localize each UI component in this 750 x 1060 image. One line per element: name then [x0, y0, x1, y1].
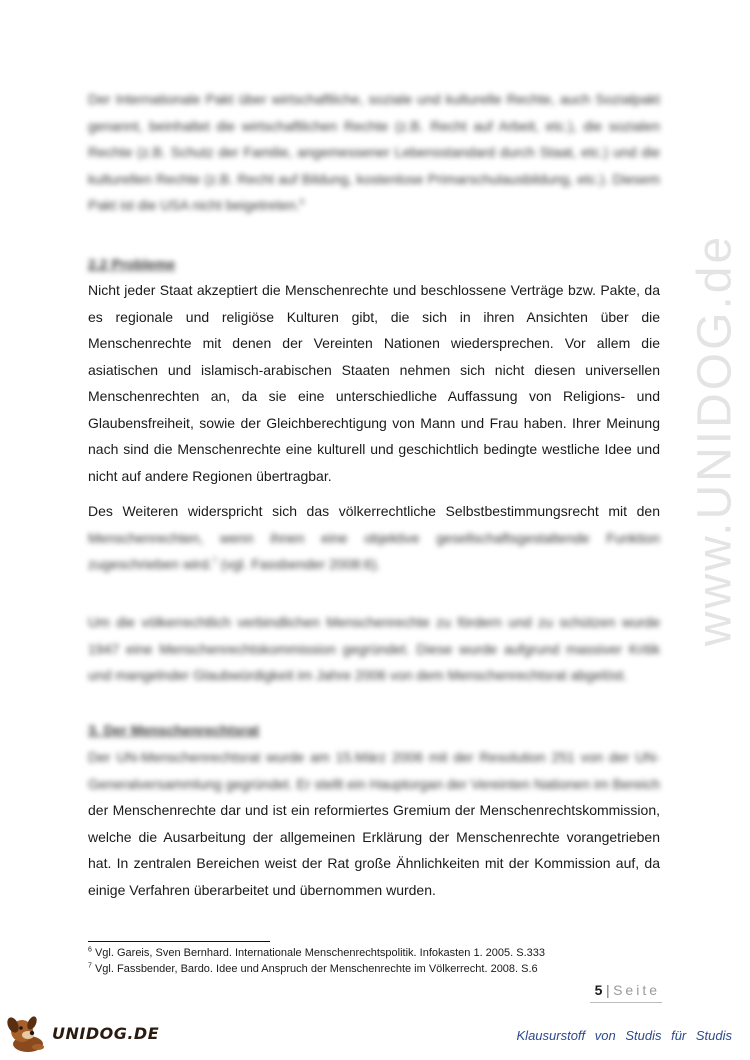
paragraph-council-blurred: Der UN-Menschenrechtsrat wurde am 15.März 2006 mit der Resolution 251 von der UN-Generalversammlung gegründet. Er stellt ein Hauptorgan der Vereinten Nationen im Bereich — [88, 749, 660, 792]
footnote-6 — [88, 946, 545, 960]
footnote-7 — [88, 962, 538, 976]
page-number-rule — [590, 1002, 662, 1003]
footnote-6-number: 6 — [88, 946, 92, 954]
footnote-7-text: Vgl. Fassbender, Bardo. Idee und Anspruch der Menschenrechte im Völkerrecht. 2008. S.6 — [94, 963, 538, 975]
paragraph-social-pact — [88, 86, 660, 219]
footnote-ref-7: 7 — [212, 556, 217, 566]
footnote-divider — [88, 941, 270, 942]
page-number-value: 5 — [594, 982, 603, 998]
paragraph-problems-2-blurred-text: Menschenrechten, wenn ihnen eine objektive gesellschaftsgestaltende Funktion zugeschrieben wird. — [88, 529, 660, 572]
page-number — [595, 982, 660, 998]
page-number-separator: | — [605, 982, 611, 998]
watermark: www.UNIDOG.de — [688, 233, 742, 647]
paragraph-problems-2 — [88, 498, 660, 578]
paragraph-problems-2-text: Des Weiteren widerspricht sich das völkerrechtliche Selbstbestimmungsrecht mit den — [88, 503, 660, 519]
section-heading-problems: 2.2 Probleme — [88, 256, 176, 272]
paragraph-problems-1: Nicht jeder Staat akzeptiert die Menschenrechte und beschlossene Verträge bzw. Pakte, da es regionale und religiöse Kulturen gibt, die sich in ihren Ansichten über die Menschenrechte mit denen der Vereinten Nationen wiedersprechen. Vor allem die asiatischen und islamisch-arabischen Staaten nehmen sich nicht diesen universellen Menschenrechten an, da sie eine unterschiedliche Auffassung von Religions- und Glaubensfreiheit, sowie der Gleichberechtigung von Mann und Frau haben. Ihrer Meinung nach sind die Menschenrechte eine kulturell und geschichtlich bedingte westliche Idee und nicht auf andere Regionen übertragbar. — [88, 282, 660, 484]
paragraph-commission: Um die völkerrechtlich verbindlichen Menschenrechte zu fördern und zu schützen wurde 1947 eine Menschenrechtskommission gegründet. Diese wurde aufgrund massiver Kritik und mangelnder Glaubwürdigkeit im Jahre 2006 von dem Menschenrechtsrat abgelöst. — [88, 614, 660, 683]
page-number-label: Seite — [613, 982, 660, 998]
paragraph-problems-2-citation: (vgl. Fassbender 2008:6). — [216, 556, 381, 572]
footer-tagline: Klausurstoff von Studis für Studis — [516, 1028, 732, 1043]
footnote-6-text: Vgl. Gareis, Sven Bernhard. Internationale Menschenrechtspolitik. Infokasten 1. 2005. S.333 — [94, 947, 546, 959]
section-heading-council: 3. Der Menschenrechtsrat — [88, 722, 260, 738]
footnote-ref-6: 6 — [299, 197, 305, 207]
dog-mascot-icon — [4, 1014, 52, 1054]
paragraph-problems-2-blurred — [88, 530, 660, 573]
paragraph-social-pact-text: Der Internationale Pakt über wirtschaftliche, soziale und kulturelle Rechte, auch Sozialpakt genannt, beinhaltet die wirtschaftlichen Rechte (z.B. Recht auf Arbeit, etc.), die sozialen Rechte (z.B. Schutz der Familie, angemessener Lebensstandard durch Staat, etc.) und die kulturellen Rechte (z.B. Recht auf Bildung, kostenlose Primarschulausbildung, etc.). Diesem Pakt ist die USA nicht beigetreten. — [88, 91, 660, 213]
paragraph-council — [88, 744, 660, 903]
logo-text: UNIDOG.DE — [52, 1024, 160, 1043]
footnote-7-number: 7 — [88, 962, 92, 970]
unidog-logo — [4, 1014, 164, 1054]
paragraph-council-text: der Menschenrechte dar und ist ein reformiertes Gremium der Menschenrechtskommission, welche die Ausarbeitung der allgemeinen Erklärung der Menschenrechte vorangetrieben hat. In zentralen Bereichen weist der Rat große Ähnlichkeiten mit der Kommission auf, da einige Verfahren überarbeitet und übernommen wurden. — [88, 802, 660, 898]
